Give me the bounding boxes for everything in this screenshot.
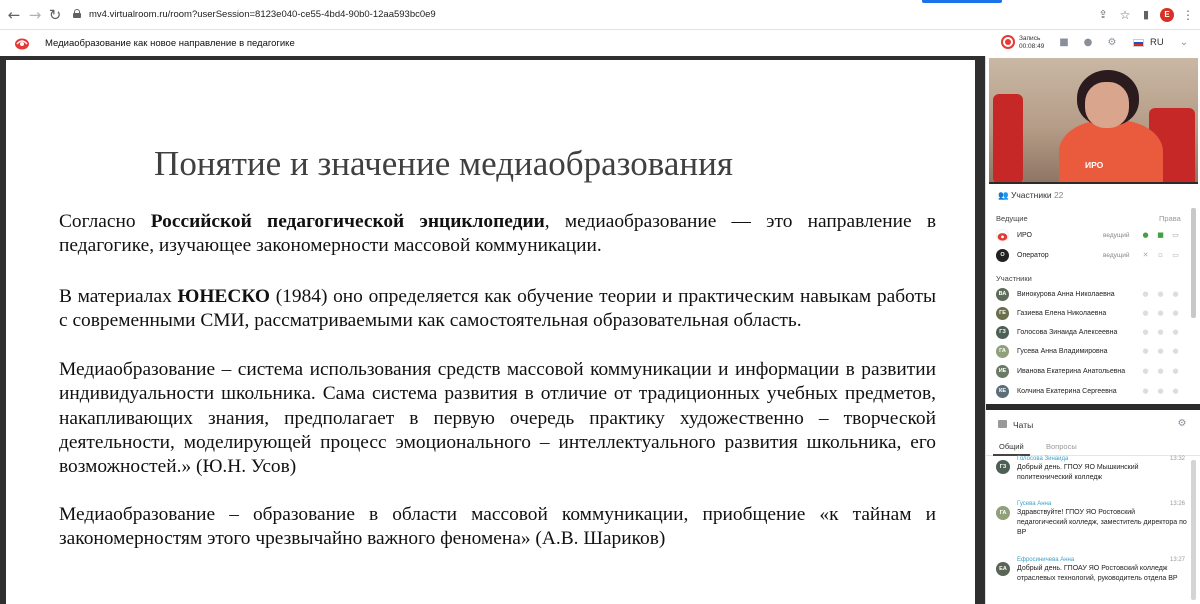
camera-off-icon[interactable]: ● (1157, 387, 1164, 395)
forward-icon[interactable]: → (28, 6, 42, 24)
microphone-off-icon[interactable]: ● (1142, 347, 1149, 355)
chat-message (996, 500, 1191, 548)
folder-icon[interactable]: ■ (1059, 37, 1069, 48)
tab-general[interactable]: Общий (999, 442, 1024, 451)
camera-off-icon[interactable]: ● (1157, 328, 1164, 336)
participant-row[interactable] (996, 364, 1191, 382)
message-time: 13:27 (1170, 557, 1186, 563)
message-text: Здравствуйте! ГПОУ ЯО Ростовский педагогический колледж, заместитель директора по ВР (1017, 509, 1187, 536)
message-text: Добрый день. ГПОАУ ЯО Ростовский колледж отраслевых технологий, руководитель отдела ВР (1017, 565, 1178, 582)
slide-paragraph-4: Медиаобразование – образование в области массовой коммуникации, приобщение «к тайнам и закономерностям этого чрезвычайно важного феномена» (А.В. Шариков) (59, 504, 936, 550)
microphone-off-icon[interactable]: ● (1142, 328, 1149, 336)
participants-icon: 👥 (998, 191, 1009, 201)
message-author: Ефросиничева Анна (1017, 557, 1075, 563)
participant-avatar: ГЕ (996, 307, 1009, 320)
camera-off-icon[interactable]: ▫ (1158, 251, 1163, 259)
host-role: ведущий (1103, 232, 1130, 239)
participant-avatar: ИЕ (996, 365, 1009, 378)
browser-toolbar (0, 0, 1200, 30)
participant-avatar: ГА (996, 345, 1009, 358)
settings-icon[interactable]: ⚙ (1107, 37, 1117, 48)
screen-share-icon[interactable]: ▭ (1172, 231, 1179, 239)
message-time: 13:32 (1170, 456, 1186, 462)
microphone-off-icon[interactable]: ● (1142, 290, 1149, 298)
message-author: Гусева Анна (1017, 501, 1052, 507)
screen-share-icon[interactable]: ● (1172, 347, 1179, 355)
participant-avatar: ГЗ (996, 326, 1009, 339)
side-panel (985, 56, 1200, 604)
screen-share-icon[interactable]: ● (1172, 367, 1179, 375)
message-text: Добрый день. ГПОУ ЯО Мышкинский политехнический колледж (1017, 464, 1139, 481)
participant-row[interactable] (996, 384, 1191, 402)
slide-paragraph-3: Медиаобразование – система использования средств массовой коммуникации и информации в развитии индивидуальности школьника. Сама система развития в отличие от традиционных учебных предметов, накапливающих знания, предполагает в первую очередь практику художественно – творческой деятельности, моделирующей процесс эмоционального – интеллектуального развития школьника, его возможностей.» (Ю.Н. Усов) (59, 359, 936, 478)
screen-share-icon[interactable]: ● (1172, 290, 1179, 298)
lock-icon[interactable] (73, 9, 81, 18)
slide-paragraph-1: Согласно Российской педагогической энциклопедии, медиаобразование — это направление в педагогике, изучающее закономерности массовой коммуникации. (59, 211, 936, 257)
slide-title: Понятие и значение медиаобразования (154, 144, 733, 183)
host-row[interactable] (996, 248, 1191, 266)
address-bar-url[interactable]: mv4.virtualroom.ru/room?userSession=8123e040-ce55-4bd4-90b0-12aa593bc0e9 (89, 9, 436, 20)
sidepanel-icon[interactable]: ▮ (1142, 8, 1150, 21)
message-avatar: ГА (996, 506, 1010, 520)
screen-share-icon[interactable]: ● (1172, 387, 1179, 395)
reload-icon[interactable]: ↻ (48, 6, 62, 24)
slide-paragraph-2: В материалах ЮНЕСКО (1984) оно определяется как обучение теории и практическим навыкам работы с современными СМИ, рассматриваемыми как самостоятельная образовательная область. (59, 286, 936, 332)
host-name: ИРО (1017, 232, 1032, 239)
bookmark-star-icon[interactable]: ☆ (1119, 8, 1131, 22)
slide (6, 60, 975, 604)
record-timer: 00:08:49 (1019, 43, 1045, 50)
info-icon[interactable]: ● (1083, 37, 1093, 48)
app-header (0, 31, 1200, 56)
participant-name: Иванова Екатерина Анатольевна (1017, 368, 1126, 375)
app-logo-icon (14, 37, 30, 50)
microphone-off-icon[interactable]: ● (1142, 387, 1149, 395)
microphone-off-icon[interactable]: ✕ (1142, 251, 1149, 259)
host-name: Оператор (1017, 252, 1049, 259)
tab-questions[interactable]: Вопросы (1046, 442, 1077, 451)
participants-group-label: Участники (996, 274, 1032, 283)
participant-name: Голосова Зинаида Алексеевна (1017, 329, 1118, 336)
participant-name: Гусева Анна Владимировна (1017, 348, 1108, 355)
participant-name: Колчина Екатерина Сергеевна (1017, 388, 1117, 395)
camera-off-icon[interactable]: ● (1157, 347, 1164, 355)
host-avatar (996, 229, 1009, 242)
iro-logo-icon (997, 232, 1008, 241)
participant-row[interactable] (996, 287, 1191, 305)
presenter-figure (1085, 82, 1129, 128)
participant-row[interactable] (996, 344, 1191, 362)
microphone-icon[interactable]: ● (1142, 231, 1149, 239)
hosts-group-label: Ведущие (996, 214, 1028, 223)
participant-name: Винокурова Анна Николаевна (1017, 291, 1115, 298)
camera-off-icon[interactable]: ● (1157, 367, 1164, 375)
back-icon[interactable]: ← (7, 6, 21, 24)
chat-icon (998, 420, 1007, 428)
chat-message (996, 458, 1191, 494)
participant-avatar: ВА (996, 288, 1009, 301)
screen-share-icon[interactable]: ● (1172, 309, 1179, 317)
participants-title: Участники (1010, 190, 1052, 200)
share-icon[interactable]: ⇪ (1098, 8, 1108, 21)
host-row[interactable] (996, 228, 1191, 246)
participant-row[interactable] (996, 325, 1191, 343)
screen-share-icon[interactable]: ▭ (1172, 251, 1179, 259)
message-time: 13:26 (1170, 501, 1186, 507)
language-flag-icon[interactable] (1133, 39, 1144, 47)
profile-avatar[interactable]: E (1160, 8, 1174, 22)
host-avatar: О (996, 249, 1009, 262)
rights-label: Права (1159, 214, 1181, 223)
participants-header[interactable] (998, 190, 1063, 201)
participant-avatar: КЕ (996, 385, 1009, 398)
menu-dots-icon[interactable]: ⋮ (1182, 8, 1194, 22)
chat-message (996, 556, 1191, 600)
microphone-off-icon[interactable]: ● (1142, 367, 1149, 375)
panel-divider (989, 182, 1198, 184)
room-title: Медиаобразование как новое направление в педагогике (45, 38, 295, 49)
message-avatar: ЕА (996, 562, 1010, 576)
presenter-figure (1059, 120, 1163, 182)
microphone-off-icon[interactable]: ● (1142, 309, 1149, 317)
chat-title: Чаты (1013, 420, 1034, 430)
chat-header[interactable] (986, 412, 1200, 436)
screen-share-icon[interactable]: ● (1172, 328, 1179, 336)
message-avatar: ГЗ (996, 460, 1010, 474)
panel-divider (986, 404, 1200, 410)
message-author: Голосова Зинаида (1017, 456, 1069, 462)
camera-off-icon[interactable]: ● (1157, 309, 1164, 317)
presentation-stage (0, 56, 985, 604)
host-role: ведущий (1103, 252, 1130, 259)
participants-scrollbar[interactable] (1191, 208, 1196, 318)
chat-scrollbar[interactable] (1191, 460, 1196, 600)
background-chair (993, 94, 1023, 182)
active-tab-indicator (922, 0, 1002, 3)
camera-icon[interactable]: ■ (1157, 231, 1164, 239)
chat-tabs (986, 437, 1200, 456)
chat-settings-icon[interactable]: ⚙ (1177, 418, 1187, 429)
camera-off-icon[interactable]: ● (1157, 290, 1164, 298)
participant-name: Газиева Елена Николаевна (1017, 310, 1107, 317)
participant-row[interactable] (996, 306, 1191, 324)
record-icon[interactable] (1001, 35, 1015, 49)
participants-count: 22 (1053, 190, 1064, 200)
dropdown-chevron-icon[interactable]: ⌄ (1179, 37, 1189, 48)
language-selector[interactable]: RU (1150, 37, 1164, 48)
presenter-video[interactable] (989, 58, 1198, 182)
record-label: Запись (1019, 35, 1041, 42)
video-label: ИРО (1085, 160, 1104, 170)
